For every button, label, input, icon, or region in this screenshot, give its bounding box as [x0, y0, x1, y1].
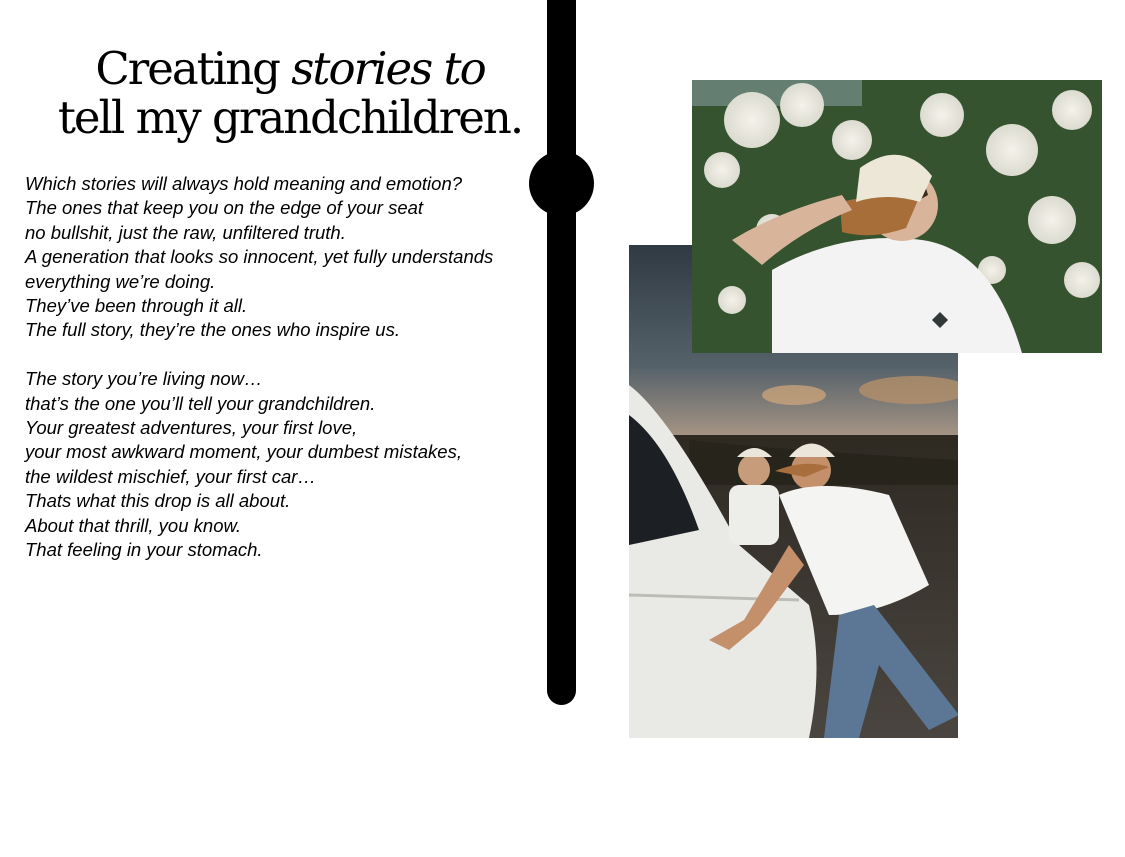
timeline-bar [547, 0, 576, 705]
photo-flower-hedge [692, 80, 1102, 353]
paragraph-gap [25, 343, 550, 367]
story-line: Thats what this drop is all about. [25, 490, 291, 512]
story-line: The ones that keep you on the edge of your seat [25, 197, 424, 219]
story-line: Your greatest adventures, your first love, [25, 417, 358, 439]
story-line: no bullshit, just the raw, unfiltered truth. [25, 221, 346, 243]
timeline-dot [529, 151, 594, 216]
title-part-2-italic: stories to [291, 42, 485, 95]
story-line: your most awkward moment, your dumbest mistakes, [25, 441, 462, 463]
title-line-2: tell my grandchildren. [57, 91, 523, 144]
story-line: everything we’re doing. [25, 270, 216, 292]
flower-hedge-image [692, 80, 1102, 353]
story-line: They’ve been through it all. [25, 295, 248, 317]
story-line: That feeling in your stomach. [25, 539, 263, 561]
title-part-1: Creating [95, 42, 292, 95]
page-title [20, 44, 560, 142]
story-line: About that thrill, you know. [25, 514, 241, 536]
story-text [25, 172, 550, 562]
story-line: The full story, they’re the ones who inspire us. [25, 319, 400, 341]
story-line: that’s the one you’ll tell your grandchildren. [25, 392, 376, 414]
story-line: The story you’re living now… [25, 368, 263, 390]
story-line: Which stories will always hold meaning and emotion? [25, 173, 463, 194]
story-line: the wildest mischief, your first car… [25, 465, 316, 487]
story-line: A generation that looks so innocent, yet fully understands [25, 246, 494, 268]
